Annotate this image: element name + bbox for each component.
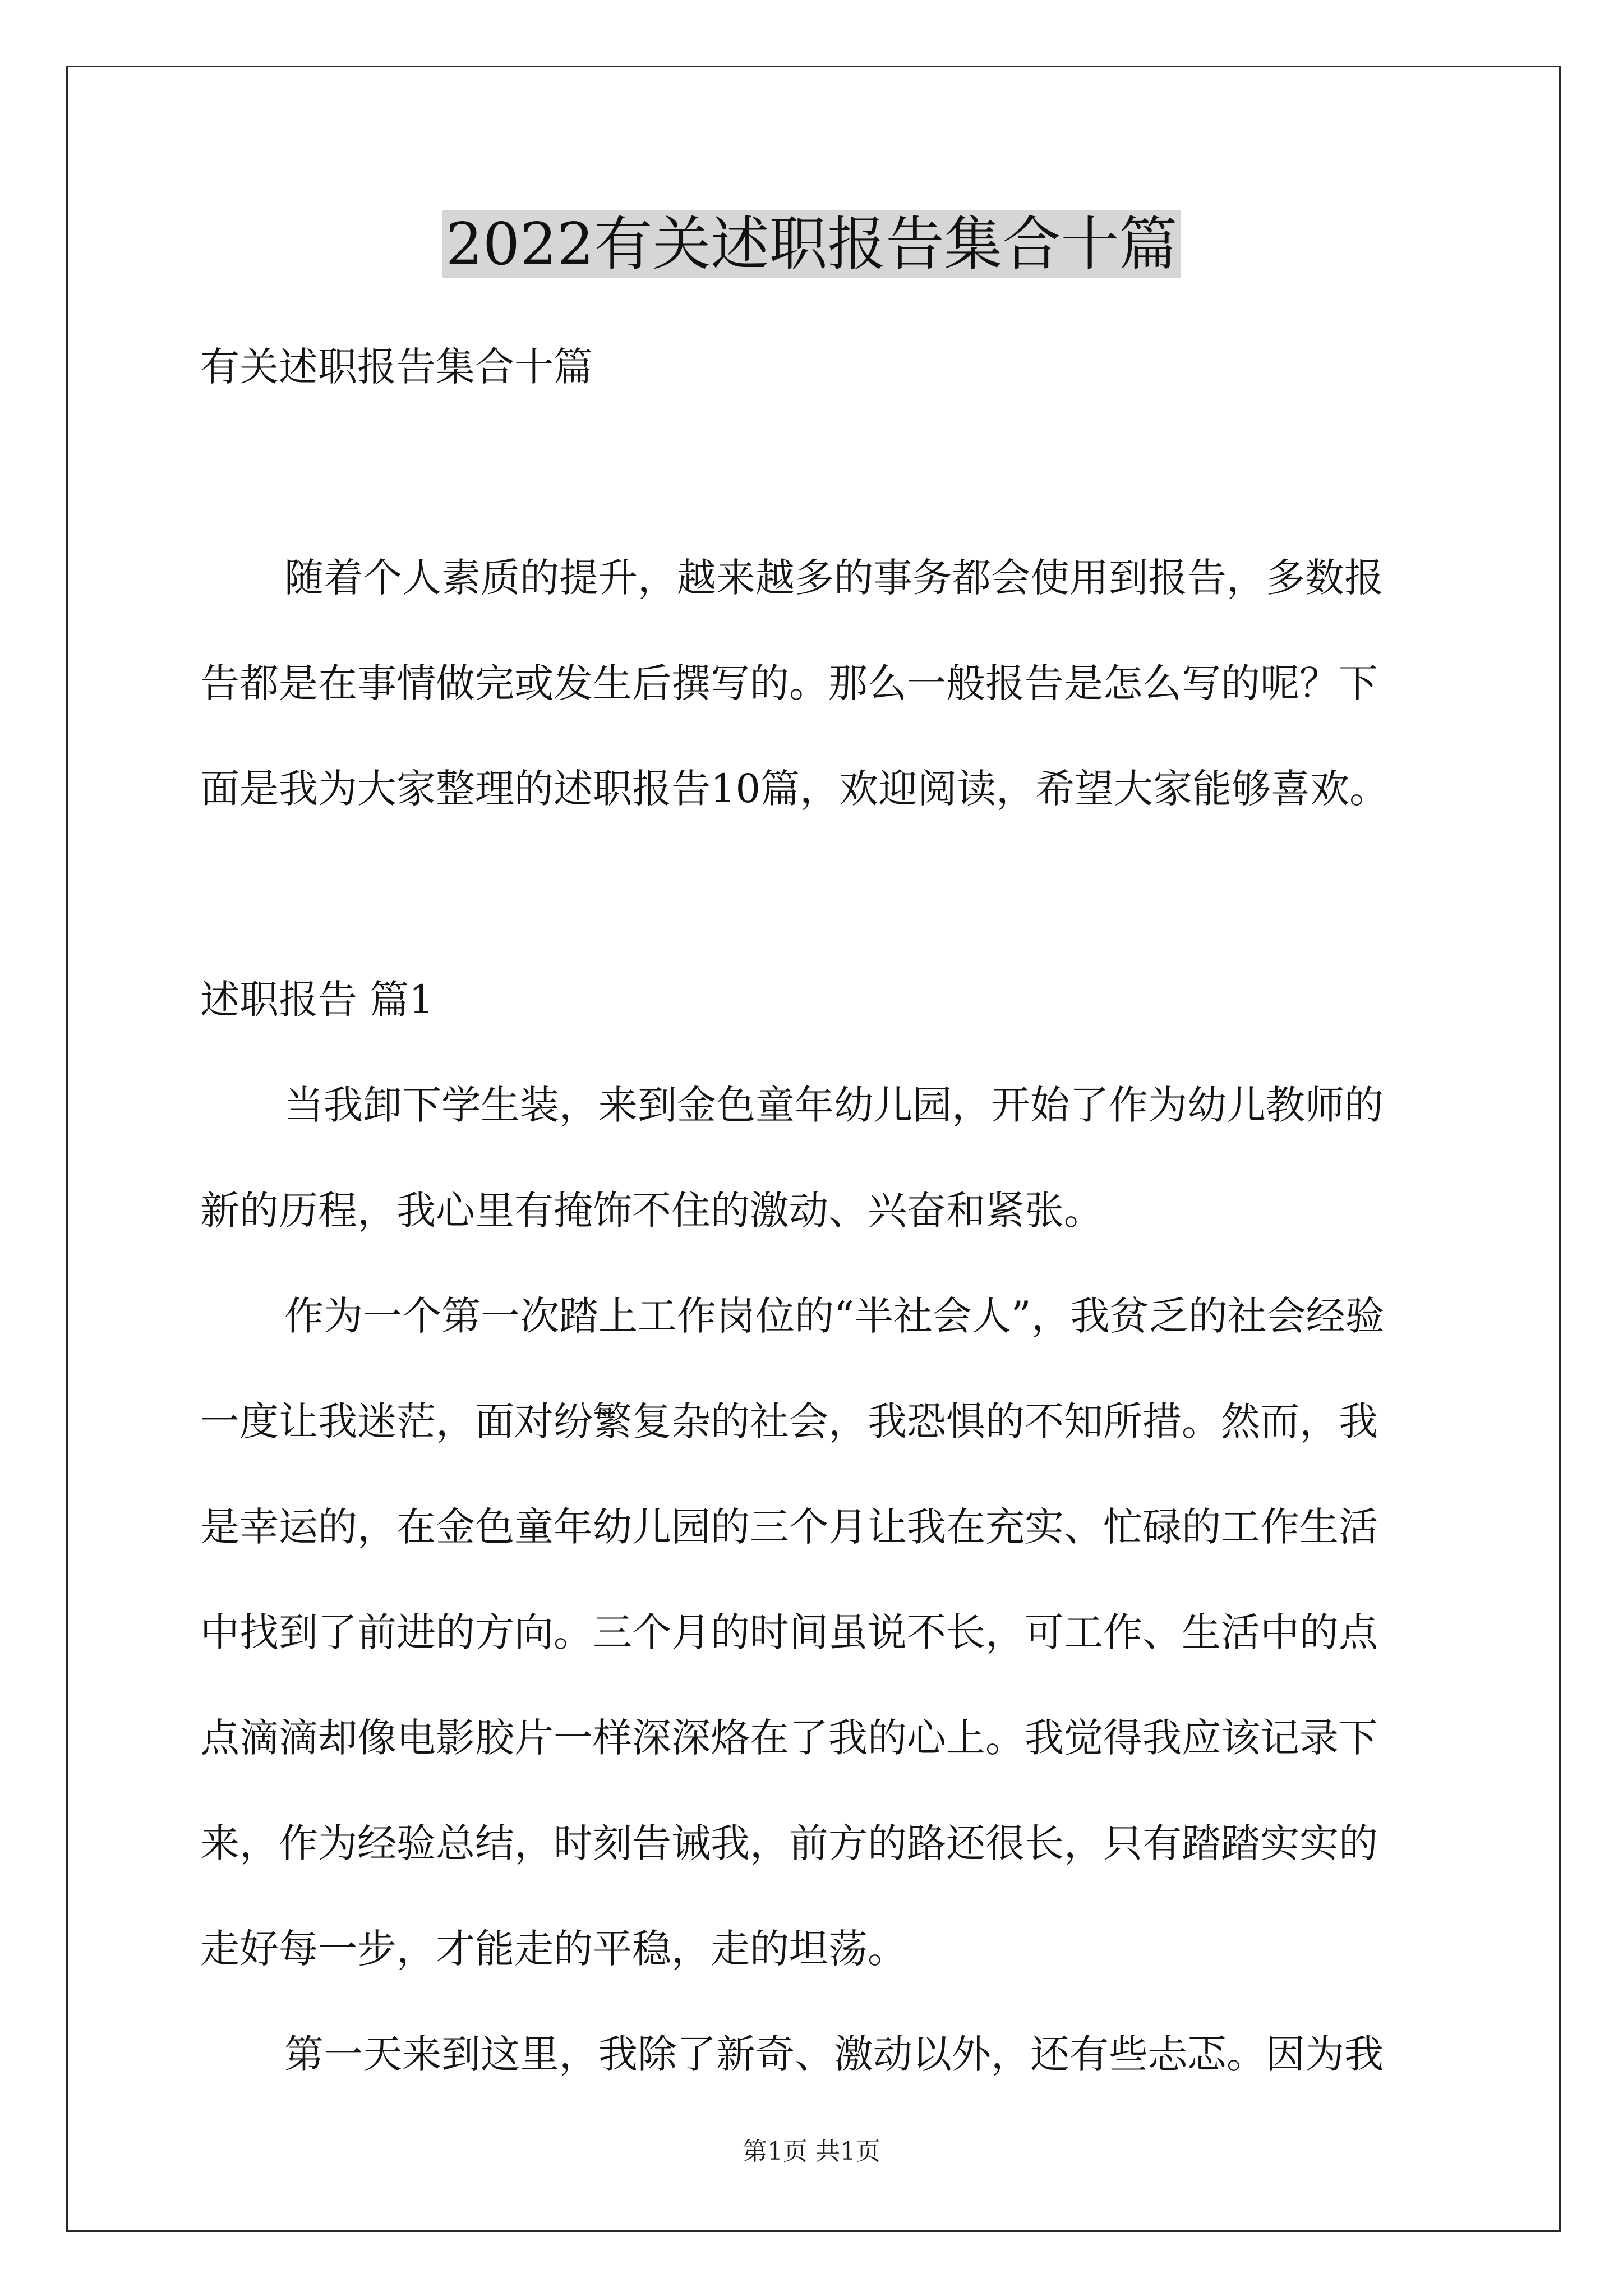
paragraph-line: 是幸运的，在金色童年幼儿园的三个月让我在充实、忙碌的工作生活	[200, 1504, 1378, 1550]
section-heading: 述职报告 篇1	[200, 977, 434, 1023]
page-number: 第1页 共1页	[743, 2137, 880, 2166]
intro-line: 面是我为大家整理的述职报告10篇，欢迎阅读，希望大家能够喜欢。	[200, 766, 1389, 812]
document-subtitle: 有关述职报告集合十篇	[200, 344, 593, 390]
paragraph-line: 作为一个第一次踏上工作岗位的“半社会人”，我贫乏的社会经验	[284, 1293, 1385, 1339]
paragraph-line: 新的历程，我心里有掩饰不住的激动、兴奋和紧张。	[200, 1188, 1103, 1234]
intro-line: 随着个人素质的提升，越来越多的事务都会使用到报告，多数报	[284, 555, 1384, 601]
document-title	[0, 205, 1623, 283]
paragraph-line: 中找到了前进的方向。三个月的时间虽说不长，可工作、生活中的点	[200, 1609, 1378, 1655]
paragraph-line: 走好每一步，才能走的平稳，走的坦荡。	[200, 1926, 907, 1972]
spacer	[200, 420, 1434, 525]
paragraph-line: 来，作为经验总结，时刻告诫我，前方的路还很长，只有踏踏实实的	[200, 1820, 1378, 1866]
document-title-text: 2022有关述职报告集合十篇	[442, 210, 1181, 278]
paragraph-line: 第一天来到这里，我除了新奇、激动以外，还有些忐忑。因为我	[284, 2031, 1384, 2077]
spacer	[200, 841, 1434, 947]
intro-line: 告都是在事情做完或发生后撰写的。那么一般报告是怎么写的呢？下	[200, 660, 1378, 706]
paragraph-line: 一度让我迷茫，面对纷繁复杂的社会，我恐惧的不知所措。然而，我	[200, 1398, 1378, 1444]
paragraph-line: 当我卸下学生装，来到金色童年幼儿园，开始了作为幼儿教师的	[284, 1082, 1384, 1128]
document-body	[200, 314, 1434, 2107]
paragraph-line: 点滴滴却像电影胶片一样深深烙在了我的心上。我觉得我应该记录下	[200, 1715, 1378, 1761]
